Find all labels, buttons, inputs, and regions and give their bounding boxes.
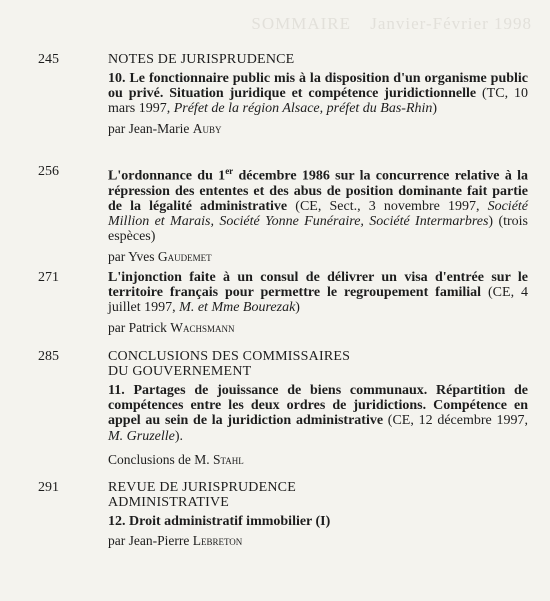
entry-author — [108, 249, 528, 264]
entry-reference-parties: M. et Mme Bourezak — [179, 300, 296, 316]
section-heading-line-1: REVUE DE JURISPRUDENCE — [108, 480, 296, 495]
entry-body — [108, 349, 528, 467]
entry-title-block — [108, 270, 528, 316]
author-prefix: Conclusions de M. — [108, 451, 210, 467]
page-number: 291 — [38, 480, 59, 495]
entry-author — [108, 533, 528, 548]
entry-author — [108, 452, 528, 467]
entry-title: Le fonctionnaire public mis à la disposition d'un organisme public ou privé. Situation juridique et compétence juridictionnelle — [108, 71, 529, 102]
entry-reference-end: ) (trois espèces) — [108, 214, 528, 245]
author-name: Stahl — [213, 451, 244, 467]
entry-body — [108, 270, 528, 335]
entry-title-block — [108, 71, 528, 117]
ghost-header-left: SOMMAIRE — [251, 14, 351, 33]
entry-reference-end: ). — [174, 428, 184, 444]
author-name: Auby — [192, 120, 222, 136]
ghost-header-right: Janvier-Février 1998 — [370, 14, 532, 33]
section-heading: NOTES DE JURISPRUDENCE — [108, 52, 295, 67]
entry-title: Partages de jouissance de biens communaux. Répartition de compétences entre les deux ordres de juridictions. Compétence en appel au sein de la juridiction administrative — [108, 383, 528, 429]
entry-number: 10. — [108, 71, 126, 86]
entry-title: L'injonction faite à un consul de délivrer un visa d'entrée sur le territoire français pour permettre le regroupement familial — [108, 270, 528, 301]
entry-number: 11. — [108, 383, 125, 398]
bleed-through-header — [251, 14, 532, 34]
entry-reference: (CE, 4 juillet 1997, — [108, 285, 528, 316]
entry-reference-parties: Préfet de la région Alsace, préfet du Bas-Rhin — [173, 101, 433, 117]
entry-title-superscript: er — [225, 166, 234, 176]
entry-title-block — [108, 514, 528, 529]
entry-title-part-2: décembre 1986 sur la concurrence relative à la répression des ententes et des abus de position dominante fait partie de la légalité administrative — [108, 168, 528, 215]
author-name: Lebreton — [192, 533, 243, 549]
entry-title-part-1: L'ordonnance du 1 — [108, 168, 226, 184]
entry-reference-end: ) — [432, 101, 438, 117]
section-heading-line-2: DU GOUVERNEMENT — [108, 364, 252, 379]
author-prefix: par Yves — [108, 248, 155, 264]
entry-reference-end: ) — [295, 300, 300, 316]
entry-body — [108, 164, 528, 264]
entry-author — [108, 121, 528, 136]
entry-title-block — [108, 164, 528, 245]
entry-reference-parties: Société Million et Marais, Société Yonne Funéraire, Société Intermarbres — [108, 199, 529, 230]
entry-body — [108, 480, 528, 548]
page-number: 256 — [38, 164, 59, 179]
entry-reference: (TC, 10 mars 1997, — [108, 86, 528, 117]
author-name: Wachsmann — [170, 319, 235, 335]
author-prefix: par Jean-Marie — [108, 120, 190, 136]
author-prefix: par Jean-Pierre — [108, 533, 190, 549]
entry-number: 12. — [108, 514, 126, 529]
section-heading-line-2: ADMINISTRATIVE — [108, 495, 230, 510]
author-prefix: par Patrick — [108, 319, 167, 335]
page-number: 271 — [38, 270, 59, 285]
entry-reference-parties: M. Gruzelle — [108, 428, 175, 444]
entry-author — [108, 320, 528, 335]
page-number: 285 — [38, 349, 59, 364]
section-heading-line-1: CONCLUSIONS DES COMMISSAIRES — [108, 349, 351, 364]
page-number: 245 — [38, 52, 59, 67]
author-name: Gaudemet — [157, 248, 212, 264]
entry-title-block — [108, 383, 528, 444]
entry-reference: (CE, 12 décembre 1997, — [387, 413, 528, 429]
entry-reference: (CE, Sect., 3 novembre 1997, — [295, 199, 480, 215]
entry-body — [108, 52, 528, 136]
entry-title: Droit administratif immobilier (I) — [129, 514, 331, 529]
